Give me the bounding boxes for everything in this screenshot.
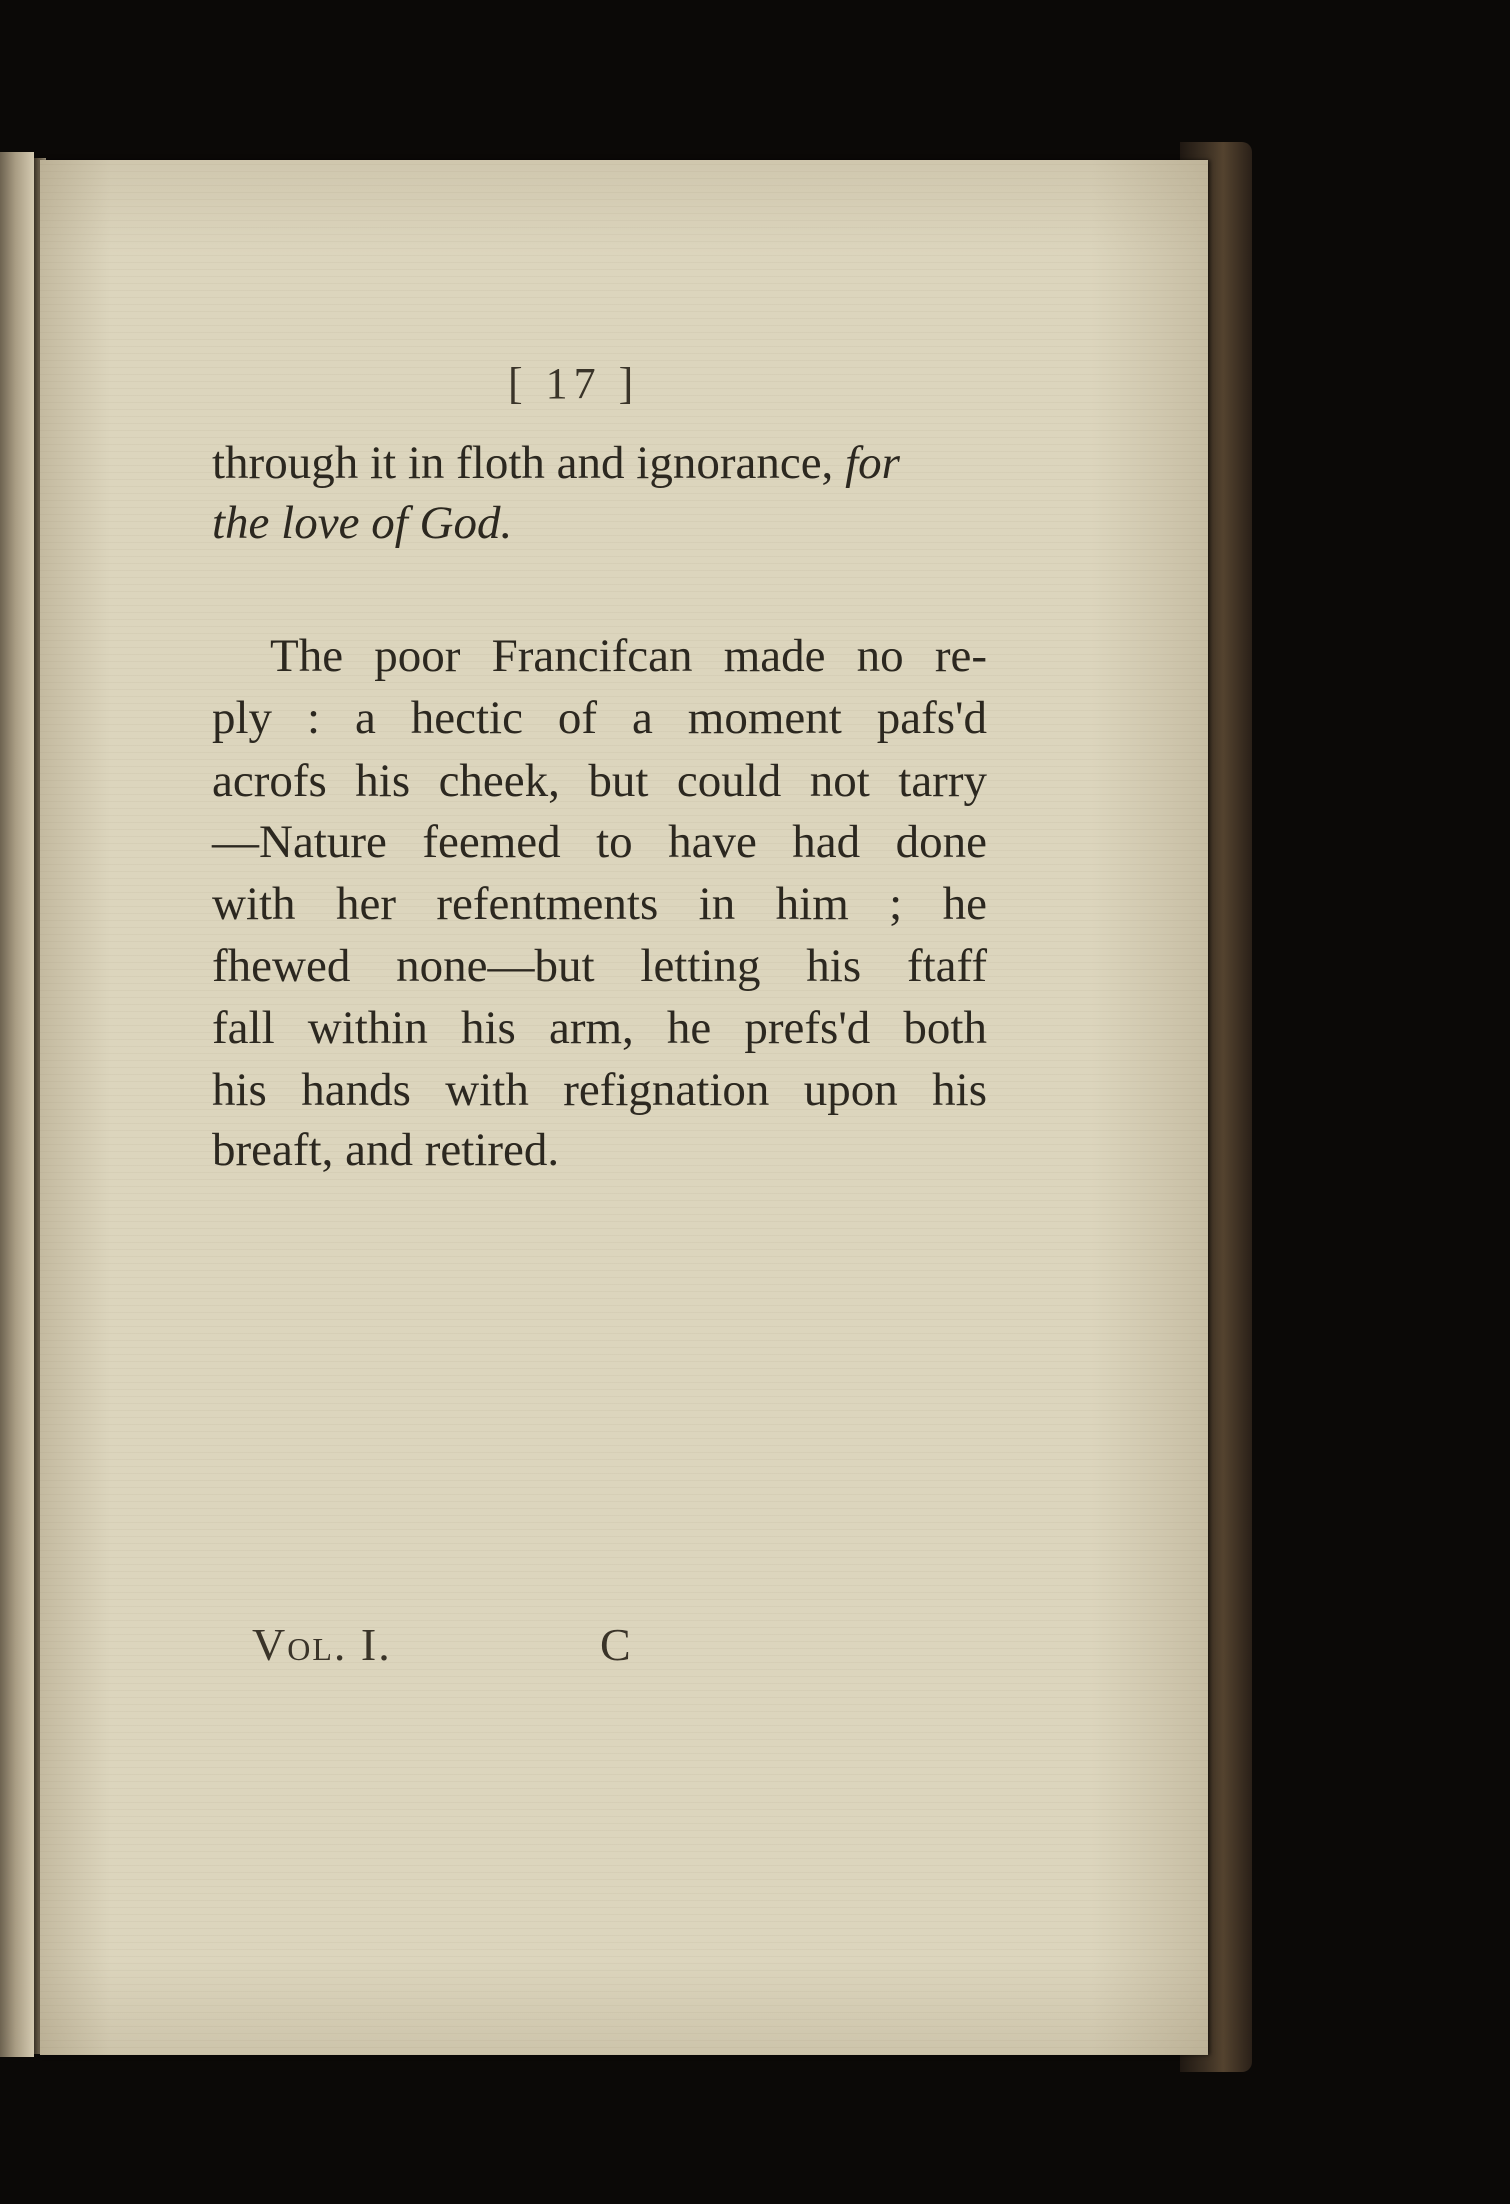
volume-signature: Vol. I.: [252, 1619, 392, 1670]
paragraph-line: with her refentments in him ; he: [212, 878, 987, 930]
paragraph-last-line: breaft, and retired.: [212, 1124, 560, 1176]
paragraph-line: fall within his arm, he prefs'd both: [212, 1002, 987, 1054]
paragraph-line: ply : a hectic of a moment pafs'd: [212, 692, 987, 744]
paragraph-first-line: The poor Francifcan made no re-: [270, 630, 987, 682]
paragraph-line: —Nature feemed to have had done: [212, 816, 987, 868]
facing-page-edge: [0, 152, 34, 2057]
paragraph-line: his hands with refignation upon his: [212, 1064, 987, 1116]
text-line: [212, 437, 987, 489]
paragraph-line: acrofs his cheek, but could not tarry: [212, 755, 987, 807]
paragraph-line: fhewed none—but letting his ftaff: [212, 940, 987, 992]
text-line-roman: through it in floth and ignorance,: [212, 437, 846, 489]
book-page: [40, 160, 1208, 2055]
text-line-italic: for: [845, 437, 900, 489]
page-number: [ 17 ]: [508, 359, 640, 408]
text-line: the love of God.: [212, 497, 513, 549]
gathering-signature: C: [600, 1619, 631, 1670]
